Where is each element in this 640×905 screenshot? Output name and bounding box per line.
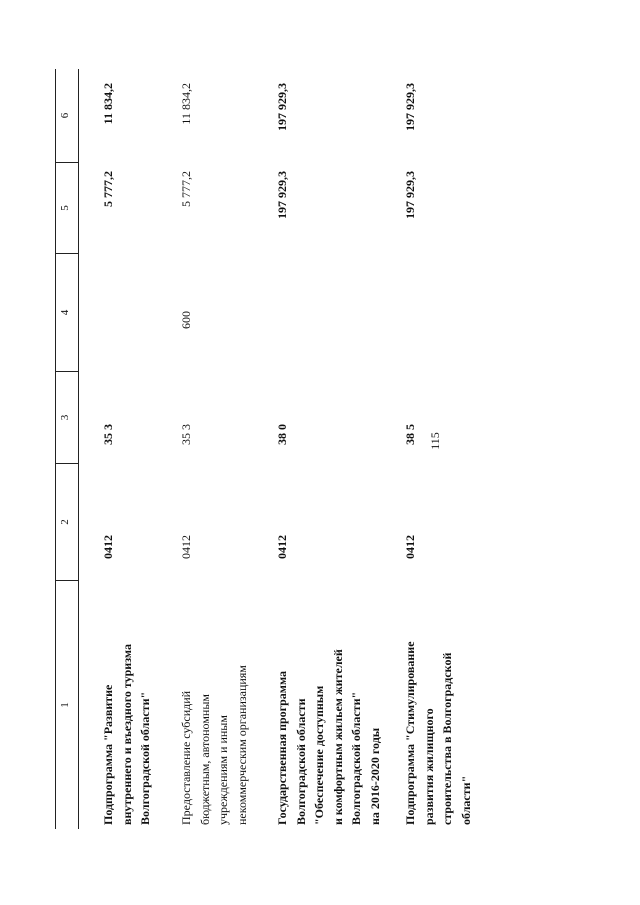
- header-col-4: 4: [59, 309, 71, 316]
- row-name: Государственная программа Волгоградской области "Обеспечение доступным и комфортным жильем жителей Волгоградской области" на 2016-2020 годы: [275, 649, 382, 825]
- row-code: 0412: [403, 535, 417, 559]
- row-value-6: 197 929,3: [403, 83, 417, 131]
- row-expense-type: 600: [179, 311, 193, 329]
- header-col-3: 3: [59, 414, 71, 421]
- row-program-code: 35 3: [101, 424, 115, 445]
- header-divider: [56, 580, 78, 581]
- row-program-code: 38 5: [403, 424, 417, 445]
- row-code: 0412: [101, 535, 115, 559]
- row-name: Подпрограмма "Развитие внутреннего и въездного туризма Волгоградской области": [101, 644, 152, 825]
- header-col-6: 6: [59, 112, 71, 119]
- row-program-code: 35 3: [179, 424, 193, 445]
- row-name: Предоставление субсидий бюджетным, автономным учреждениям и иным некоммерческим организациям: [179, 665, 249, 825]
- budget-table: [55, 69, 473, 829]
- page-number: 115: [428, 432, 442, 450]
- header-col-1: 1: [59, 702, 71, 708]
- header-divider: [56, 162, 78, 163]
- row-value-5: 197 929,3: [275, 171, 289, 219]
- header-divider: [56, 463, 78, 464]
- header-divider: [56, 371, 78, 372]
- row-value-5: 197 929,3: [403, 171, 417, 219]
- row-code: 0412: [275, 535, 289, 559]
- table-header: [55, 69, 79, 829]
- row-value-5: 5 777,2: [101, 171, 115, 207]
- row-value-6: 11 834,2: [179, 83, 193, 125]
- row-value-5: 5 777,2: [179, 171, 193, 207]
- row-code: 0412: [179, 535, 193, 559]
- row-value-6: 197 929,3: [275, 83, 289, 131]
- header-col-2: 2: [59, 519, 71, 525]
- header-divider: [56, 253, 78, 254]
- row-program-code: 38 0: [275, 424, 289, 445]
- row-value-6: 11 834,2: [101, 83, 115, 125]
- row-name: Подпрограмма "Стимулирование развития жилищного строительства в Волгоградской области": [403, 641, 473, 825]
- header-col-5: 5: [59, 205, 71, 211]
